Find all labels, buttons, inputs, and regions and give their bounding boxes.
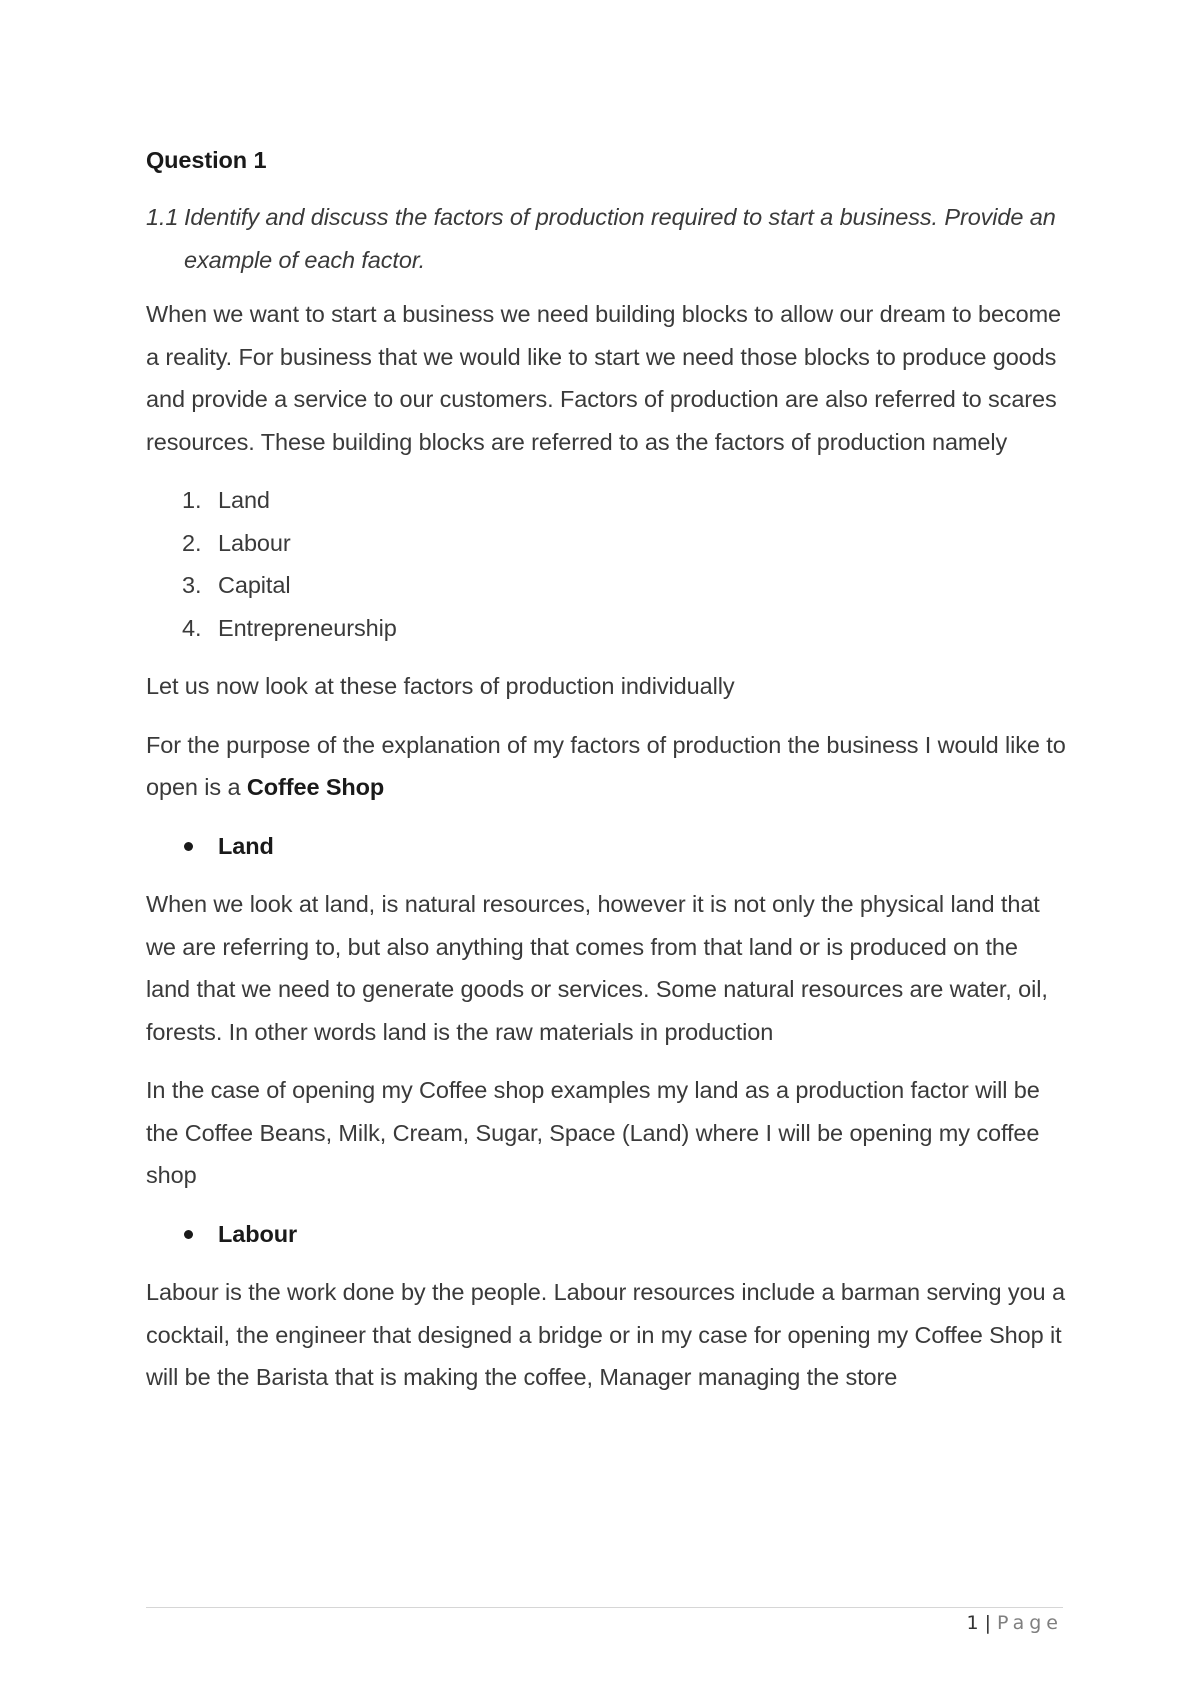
labour-paragraph-1: Labour is the work done by the people. Labour resources include a barman serving you a cocktail, the engineer that designed a bridge or in my case for opening my Coffee Shop it will be the Barista that is making the coffee, Manager managing the store	[146, 1279, 1065, 1390]
list-item-label: Entrepreneurship	[218, 614, 397, 641]
page-number: 1	[966, 1612, 979, 1634]
page-body	[146, 140, 1066, 1415]
list-number: 2.	[182, 529, 202, 556]
factors-list	[146, 479, 1066, 649]
list-item-label: Land	[218, 487, 270, 513]
list-number: 1.	[182, 487, 202, 513]
section-title: Labour	[218, 1220, 298, 1247]
footer-separator: |	[984, 1612, 991, 1634]
section-heading-labour	[146, 1213, 1066, 1256]
list-number: 4.	[182, 614, 202, 641]
purpose-paragraph	[146, 724, 1066, 809]
bullet-icon	[184, 842, 193, 851]
look-individually-paragraph: Let us now look at these factors of production individually	[146, 673, 735, 699]
list-item	[146, 564, 1066, 607]
list-item	[146, 522, 1066, 565]
footer-divider	[146, 1607, 1063, 1608]
list-number: 3.	[182, 572, 202, 598]
question-text: Identify and discuss the factors of production required to start a business. Provide an example of each factor.	[184, 204, 1056, 273]
question-heading: Question 1	[146, 147, 267, 173]
list-item	[146, 479, 1066, 522]
purpose-text: For the purpose of the explanation of my factors of production the business I would like to open is a	[146, 731, 1066, 800]
question-number: 1.1	[146, 204, 179, 230]
intro-paragraph: When we want to start a business we need building blocks to allow our dream to become a reality. For business that we would like to start we need those blocks to produce goods and provide a service to our customers. Factors of production are also referred to scares resources. These building blocks are referred to as the factors of production namely	[146, 301, 1062, 455]
question-prompt	[146, 196, 1066, 281]
section-title: Land	[218, 832, 274, 859]
bullet-icon	[184, 1230, 193, 1239]
land-paragraph-1: When we look at land, is natural resources, however it is not only the physical land that we are referring to, but also anything that comes from that land or is produced on the land that we need to generate goods or services. Some natural resources are water, oil, forests. In other words land is the raw materials in production	[146, 891, 1048, 1045]
list-item	[146, 607, 1066, 650]
list-item-label: Labour	[218, 529, 291, 556]
section-heading-land	[146, 825, 1066, 868]
business-name: Coffee Shop	[246, 774, 385, 800]
page-label: Page	[997, 1612, 1063, 1634]
page-footer	[146, 1612, 1063, 1634]
list-item-label: Capital	[218, 572, 291, 598]
land-paragraph-2: In the case of opening my Coffee shop examples my land as a production factor will be the Coffee Beans, Milk, Cream, Sugar, Space (Land) where I will be opening my coffee shop	[146, 1077, 1040, 1188]
